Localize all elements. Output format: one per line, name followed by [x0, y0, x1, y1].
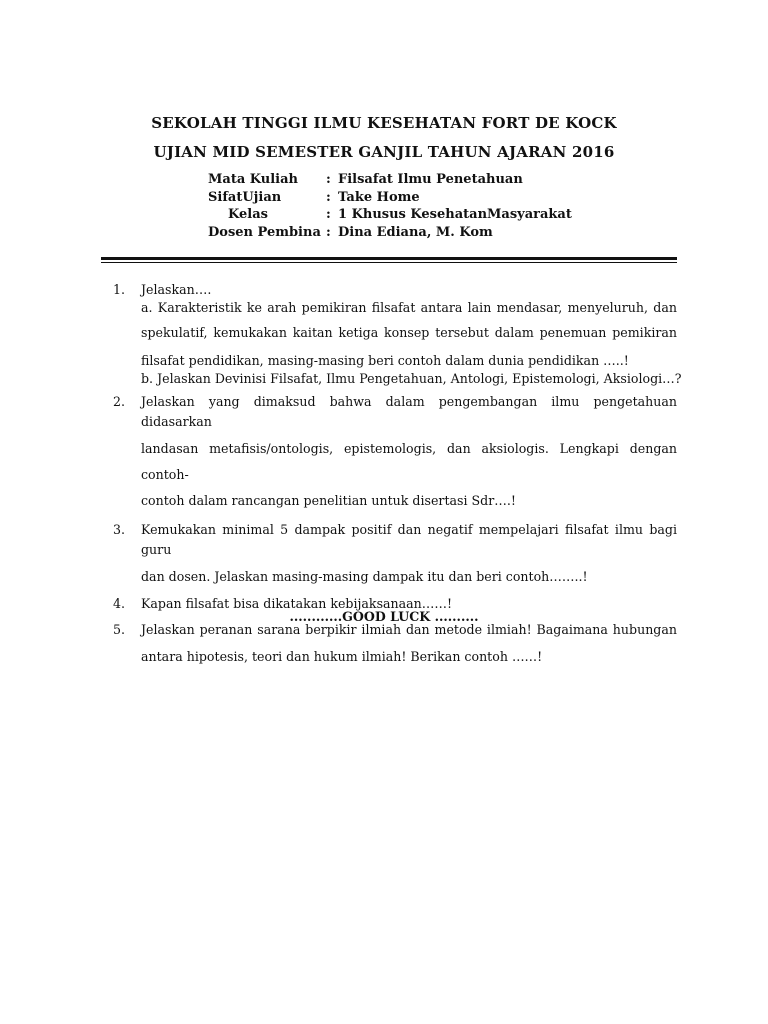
exam-title: UJIAN MID SEMESTER GANJIL TAHUN AJARAN 2016: [153, 143, 615, 161]
question-text: Kapan filsafat bisa dikatakan kebijaksanaan……!: [141, 596, 453, 611]
info-label: Kelas: [228, 207, 268, 222]
question-text: contoh dalam rancangan penelitian untuk disertasi Sdr….!: [141, 493, 516, 508]
info-colon: :: [326, 189, 331, 205]
header-divider-thick: [101, 257, 677, 260]
question-item: [113, 280, 682, 386]
info-value: Take Home: [338, 189, 420, 205]
question-text: antara hipotesis, teori dan hukum ilmiah! Berikan contoh ……!: [141, 649, 543, 664]
info-value: Dina Ediana, M. Kom: [338, 224, 493, 240]
info-colon: :: [326, 207, 331, 222]
info-label: SifatUjian: [208, 189, 282, 205]
closing-note: ............GOOD LUCK ..........: [289, 609, 479, 624]
question-item: [113, 392, 677, 514]
question-number: 5.: [113, 622, 126, 637]
header-divider-thin: [101, 262, 677, 263]
question-number: 2.: [113, 394, 126, 409]
question-text: Jelaskan….: [141, 282, 212, 297]
question-item: [113, 520, 677, 590]
info-value: 1 Khusus KesehatanMasyarakat: [338, 207, 572, 222]
info-colon: :: [326, 172, 331, 187]
question-item: [113, 620, 677, 670]
info-colon: :: [326, 224, 331, 240]
question-text: landasan metafisis/ontologis, epistemologis, dan aksiologis. Lengkapi dengan contoh-: [141, 441, 677, 482]
question-text: Kemukakan minimal 5 dampak positif dan negatif mempelajari filsafat ilmu bagi guru: [141, 522, 677, 557]
question-number: 1.: [113, 282, 126, 297]
info-label: Dosen Pembina: [208, 224, 321, 240]
question-text: a. Karakteristik ke arah pemikiran filsafat antara lain mendasar, menyeluruh, dan: [141, 300, 677, 315]
question-text: spekulatif, kemukakan kaitan ketiga konsep tersebut dalam penemuan pemikiran: [141, 325, 677, 340]
info-label: Mata Kuliah: [208, 172, 298, 187]
question-text: Jelaskan peranan sarana berpikir ilmiah dan metode ilmiah! Bagaimana hubungan: [141, 622, 677, 637]
question-text: dan dosen. Jelaskan masing-masing dampak itu dan beri contoh……..!: [141, 569, 588, 584]
question-text: Jelaskan yang dimaksud bahwa dalam pengembangan ilmu pengetahuan didasarkan: [141, 394, 677, 429]
school-title: SEKOLAH TINGGI ILMU KESEHATAN FORT DE KOCK: [151, 114, 617, 132]
question-number: 3.: [113, 522, 126, 537]
question-number: 4.: [113, 596, 126, 611]
info-value: Filsafat Ilmu Penetahuan: [338, 172, 523, 187]
question-text: filsafat pendidikan, masing-masing beri contoh dalam dunia pendidikan …..!: [141, 353, 629, 368]
question-text: b. Jelaskan Devinisi Filsafat, Ilmu Pengetahuan, Antologi, Epistemologi, Aksiologi…?: [141, 371, 682, 386]
